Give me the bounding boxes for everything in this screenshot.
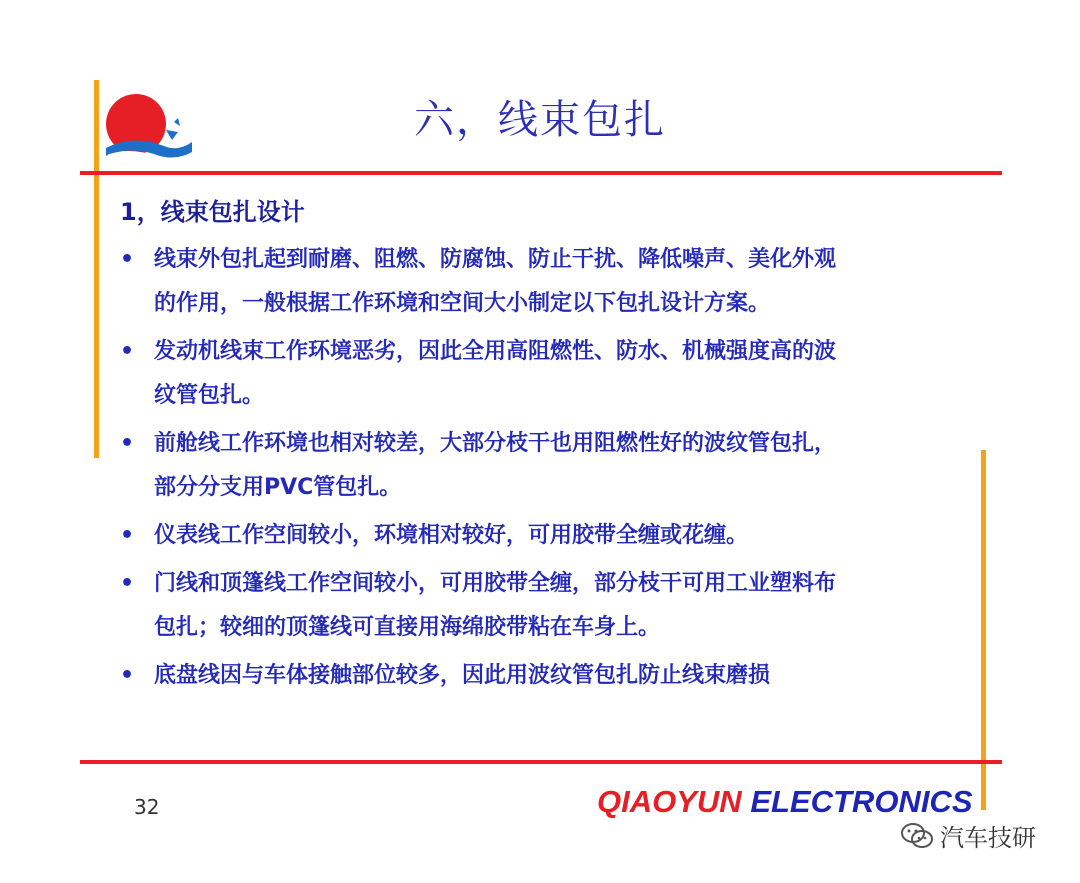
brand-footer [597,784,973,820]
bullet-marker: • [120,571,135,596]
header-divider [80,171,1002,175]
bullet-marker: • [120,523,135,548]
bullet-text-line: 仪表线工作空间较小，环境相对较好，可用胶带全缠或花缠。 [154,523,749,548]
bullet-text-line: 发动机线束工作环境恶劣，因此全用高阻燃性、防水、机械强度高的波 [154,339,837,364]
bullet-item [118,654,978,698]
bullet-marker: • [120,663,135,688]
watermark [900,818,1036,853]
bullet-marker: • [120,431,135,456]
bullet-list [118,238,978,702]
bullet-item [118,422,978,510]
slide-title: 六，线束包扎 [414,97,666,143]
bullet-item [118,562,978,650]
bullet-item [118,330,978,418]
bullet-text-line: 线束外包扎起到耐磨、阻燃、防腐蚀、防止干扰、降低噪声、美化外观 [154,247,837,272]
section-heading: 1，线束包扎设计 [120,198,305,226]
brand-name-red: QIAOYUN [597,784,742,819]
bullet-text-line: 纹管包扎。 [154,383,265,408]
bullet-text-line: 底盘线因与车体接触部位较多，因此用波纹管包扎防止线束磨损 [154,663,771,688]
bullet-text-line: 包扎；较细的顶篷线可直接用海绵胶带粘在车身上。 [154,615,661,640]
footer-divider [80,760,1002,764]
bullet-marker: • [120,339,135,364]
right-accent-line [981,450,986,810]
company-logo [104,82,194,167]
bullet-text-line: 前舱线工作环境也相对较差，大部分枝干也用阻燃性好的波纹管包扎， [154,431,837,456]
watermark-text: 汽车技研 [940,824,1036,852]
bullet-text-line: 门线和顶篷线工作空间较小，可用胶带全缠，部分枝干可用工业塑料布 [154,571,837,596]
wechat-icon [900,821,934,851]
bullet-item [118,514,978,558]
left-accent-line [94,80,99,458]
brand-name-blue: ELECTRONICS [750,784,973,819]
bullet-item [118,238,978,326]
bullet-marker: • [120,247,135,272]
page-number: 32 [134,795,160,819]
bullet-text-line: 的作用，一般根据工作环境和空间大小制定以下包扎设计方案。 [154,291,771,316]
bullet-text-line: 部分分支用PVC管包扎。 [154,475,402,500]
